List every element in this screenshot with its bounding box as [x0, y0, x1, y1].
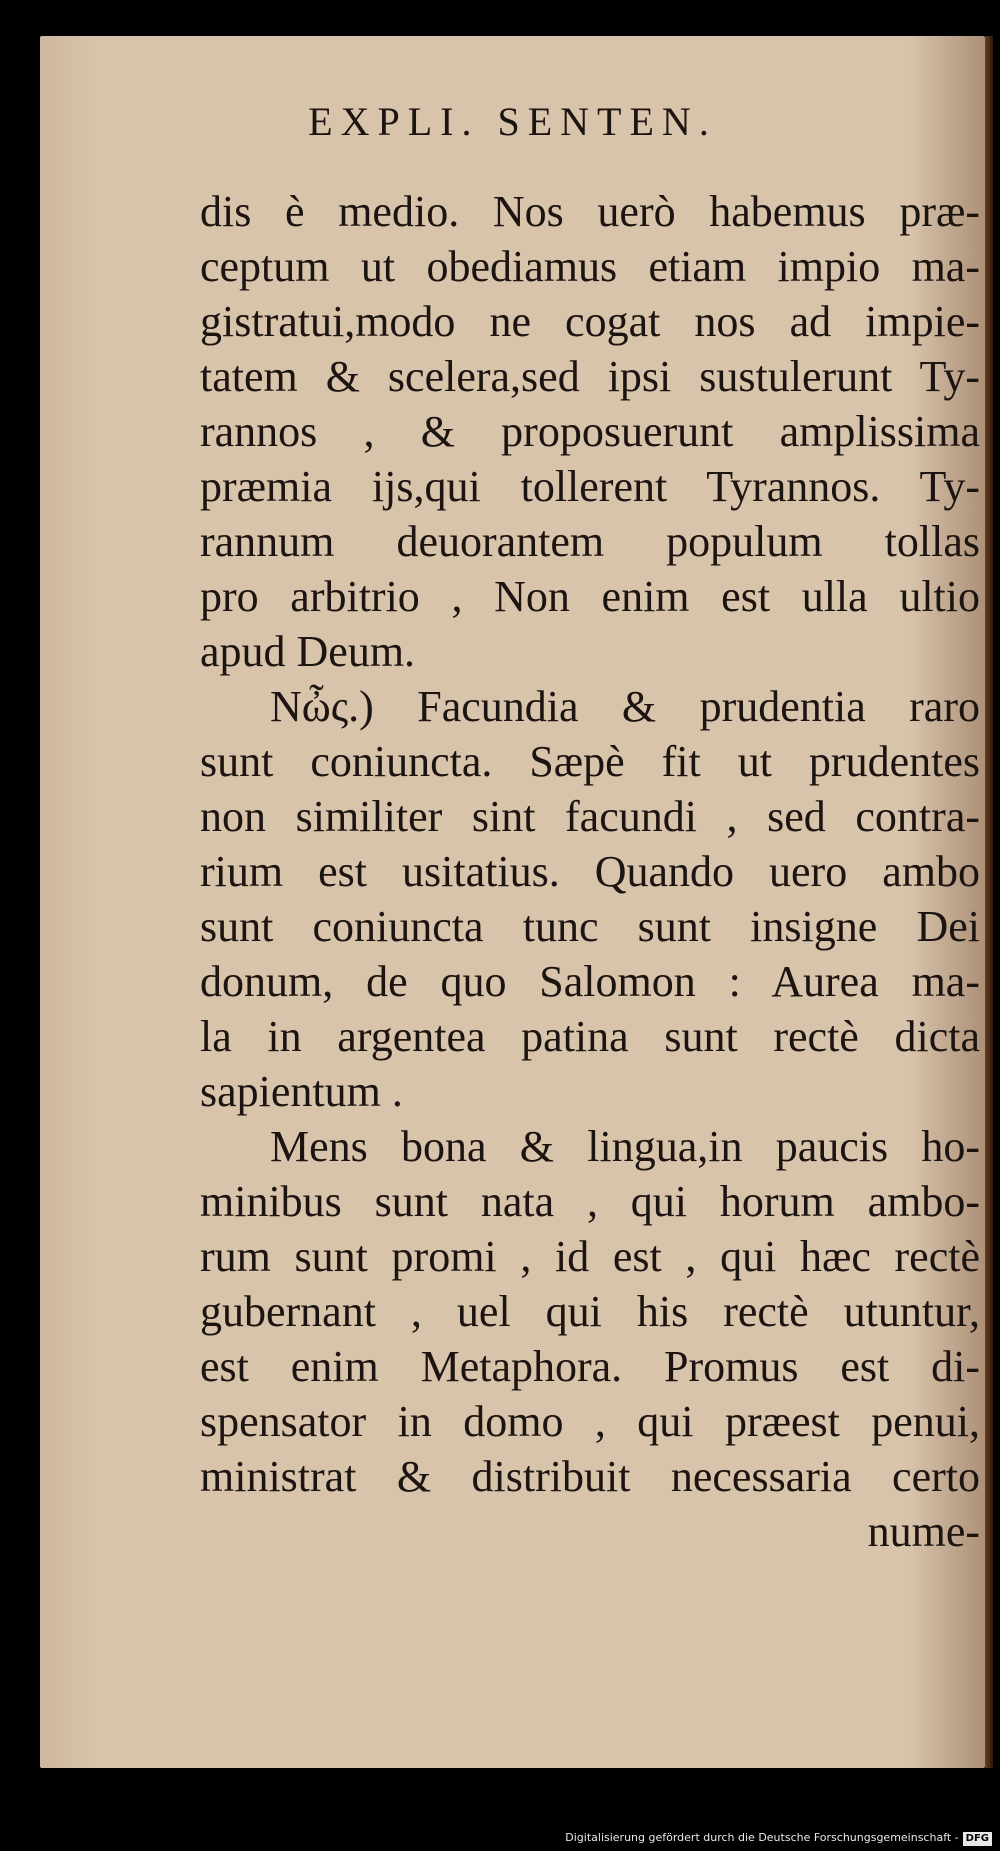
text-line: rium est usitatius. Quando uero ambo: [200, 847, 980, 896]
text-line: gubernant , uel qui his rectè utuntur,: [200, 1287, 980, 1336]
dfg-logo: DFG: [963, 1832, 992, 1846]
credit-text: Digitalisierung gefördert durch die Deutsche Forschungsgemeinschaft -: [565, 1831, 959, 1844]
text-line: minibus sunt nata , qui horum ambo-: [200, 1177, 980, 1226]
text-line: pro arbitrio , Non enim est ulla ultio: [200, 572, 980, 621]
text-line: rum sunt promi , id est , qui hæc rectè: [200, 1232, 980, 1281]
text-line: spensator in domo , qui præest penui,: [200, 1397, 980, 1446]
running-header: EXPLI. SENTEN.: [308, 99, 717, 144]
text-line: rannum deuorantem populum tollas: [200, 517, 980, 566]
page-edge: [985, 36, 993, 1768]
text-line: sunt coniuncta tunc sunt insigne Dei: [200, 902, 980, 951]
text-line: Mens bona & lingua,in paucis ho-: [270, 1122, 980, 1171]
text-line: dis è medio. Nos uerò habemus præ-: [200, 187, 980, 236]
catchword: nume-: [867, 1507, 980, 1556]
text-line: Νὦς.) Facundia & prudentia raro: [270, 682, 980, 731]
text-line: tatem & scelera,sed ipsi sustulerunt Ty-: [200, 352, 980, 401]
text-line: donum, de quo Salomon : Aurea ma-: [200, 957, 980, 1006]
text-line: apud Deum.: [200, 627, 416, 676]
text-line: rannos , & proposuerunt amplissima: [200, 407, 980, 456]
page-text: [200, 184, 980, 1559]
text-line: sunt coniuncta. Sæpè fit ut prudentes: [200, 737, 980, 786]
text-line: ceptum ut obediamus etiam impio ma-: [200, 242, 980, 291]
text-line: præmia ijs,qui tollerent Tyrannos. Ty-: [200, 462, 980, 511]
text-line: sapientum .: [200, 1067, 403, 1116]
text-line: ministrat & distribuit necessaria certo: [200, 1452, 980, 1501]
book-page: [40, 36, 985, 1768]
text-line: gistratui,modo ne cogat nos ad impie-: [200, 297, 980, 346]
text-line: non similiter sint facundi , sed contra-: [200, 792, 980, 841]
text-line: la in argentea patina sunt rectè dicta: [200, 1012, 980, 1061]
text-line: est enim Metaphora. Promus est di-: [200, 1342, 980, 1391]
digitization-credit: [565, 1829, 992, 1847]
